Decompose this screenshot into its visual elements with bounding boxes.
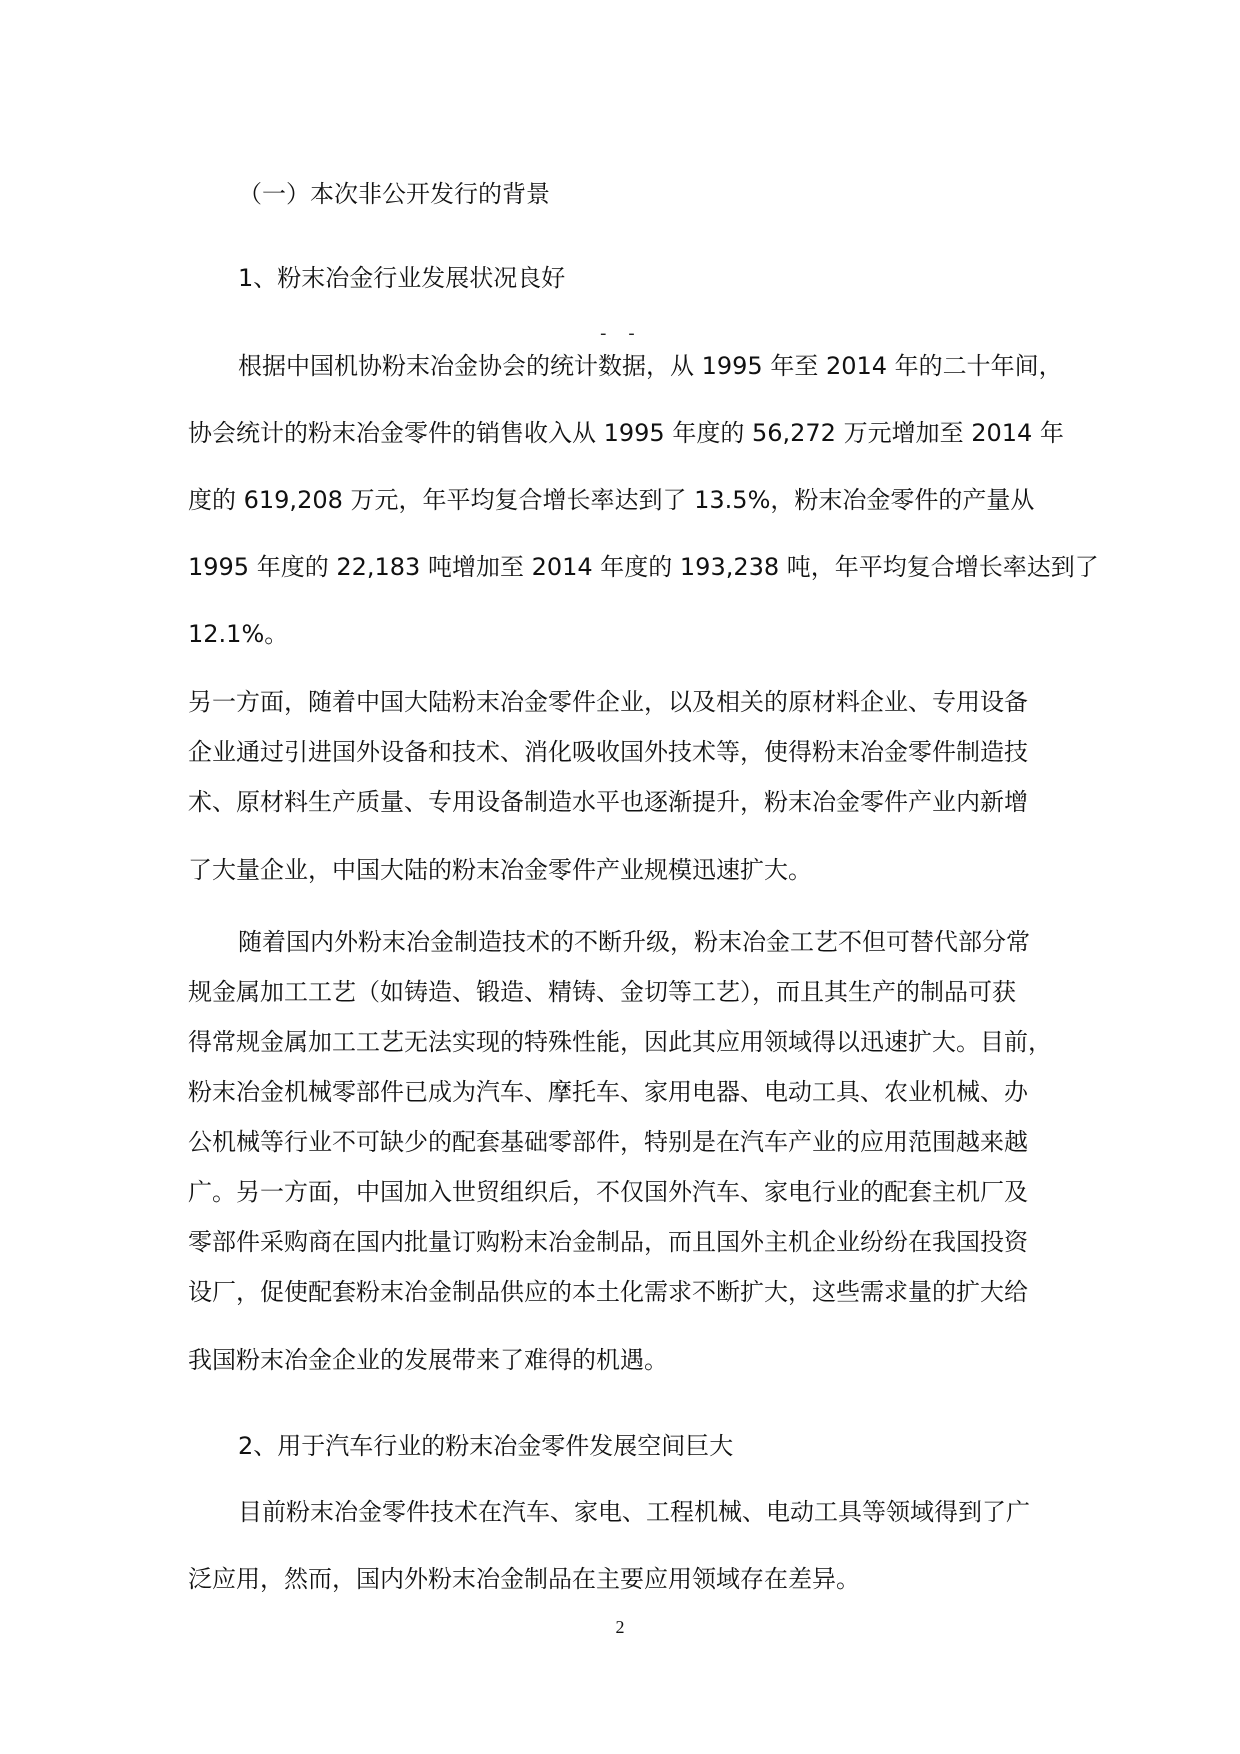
paragraph-2-line: 另一方面，随着中国大陆粉末冶金零件企业，以及相关的原材料企业、专用设备 [188,688,1028,716]
paragraph-3-line: 零部件采购商在国内批量订购粉末冶金制品，而且国外主机企业纷纷在我国投资 [188,1228,1028,1256]
paragraph-3-line: 粉末冶金机械零部件已成为汽车、摩托车、家用电器、电动工具、农业机械、办 [188,1078,1028,1106]
dash-mark: - - [600,323,643,344]
paragraph-2-line: 企业通过引进国外设备和技术、消化吸收国外技术等，使得粉末冶金零件制造技 [188,738,1028,766]
paragraph-3-line: 广。另一方面，中国加入世贸组织后，不仅国外汽车、家电行业的配套主机厂及 [188,1178,1028,1206]
paragraph-4-line: 目前粉末冶金零件技术在汽车、家电、工程机械、电动工具等领域得到了广 [238,1498,1030,1526]
paragraph-2-line: 术、原材料生产质量、专用设备制造水平也逐渐提升，粉末冶金零件产业内新增 [188,788,1028,816]
paragraph-2-line: 了大量企业，中国大陆的粉末冶金零件产业规模迅速扩大。 [188,856,812,884]
page-number: 2 [615,1617,625,1637]
paragraph-3-line: 公机械等行业不可缺少的配套基础零部件，特别是在汽车产业的应用范围越来越 [188,1128,1028,1156]
paragraph-3-line: 我国粉末冶金企业的发展带来了难得的机遇。 [188,1346,668,1374]
section-heading: （一）本次非公开发行的背景 [238,180,550,208]
paragraph-1-line: 12.1%。 [188,620,289,648]
paragraph-3-line: 随着国内外粉末冶金制造技术的不断升级，粉末冶金工艺不但可替代部分常 [238,928,1030,956]
subsection-heading-2: 2、用于汽车行业的粉末冶金零件发展空间巨大 [238,1432,734,1460]
paragraph-1-line: 度的 619,208 万元，年平均复合增长率达到了 13.5%，粉末冶金零件的产量从 [188,486,1035,514]
paragraph-1-line: 协会统计的粉末冶金零件的销售收入从 1995 年度的 56,272 万元增加至 2014 年 [188,419,1064,447]
paragraph-4-line: 泛应用，然而，国内外粉末冶金制品在主要应用领域存在差异。 [188,1565,860,1593]
subsection-heading-1: 1、粉末冶金行业发展状况良好 [238,264,566,292]
paragraph-1-line: 1995 年度的 22,183 吨增加至 2014 年度的 193,238 吨，年平均复合增长率达到了 [188,553,1099,581]
paragraph-1-line: 根据中国机协粉末冶金协会的统计数据，从 1995 年至 2014 年的二十年间， [238,352,1063,380]
paragraph-3-line: 得常规金属加工工艺无法实现的特殊性能，因此其应用领域得以迅速扩大。目前， [188,1028,1052,1056]
paragraph-3-line: 规金属加工工艺（如铸造、锻造、精铸、金切等工艺），而且其生产的制品可获 [188,978,1016,1006]
paragraph-3-line: 设厂，促使配套粉末冶金制品供应的本土化需求不断扩大，这些需求量的扩大给 [188,1278,1028,1306]
